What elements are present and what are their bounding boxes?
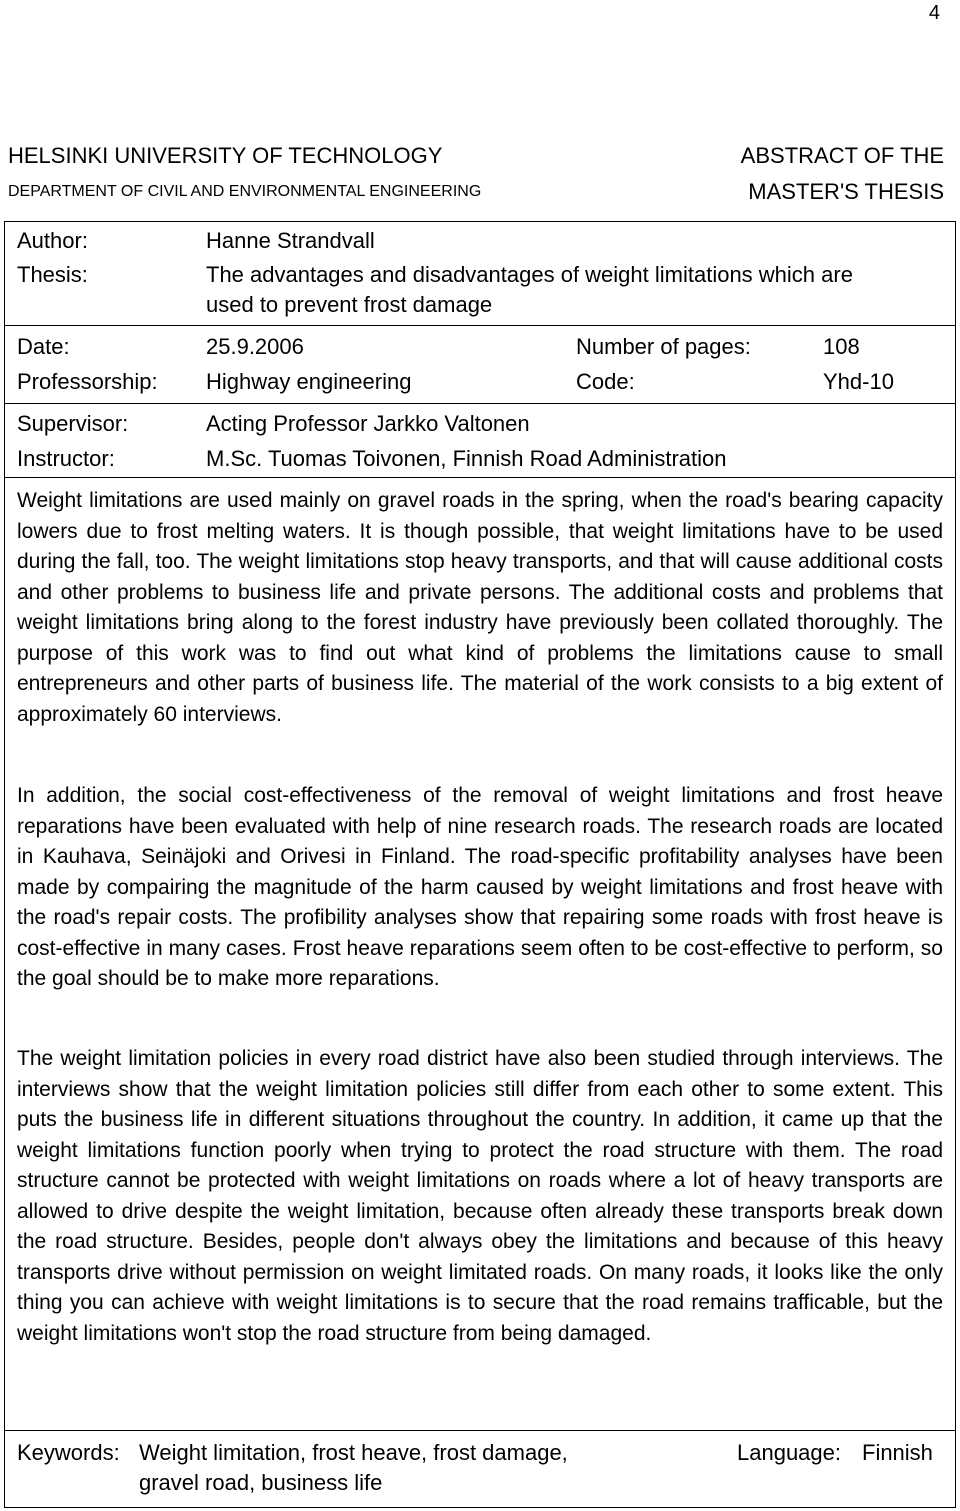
keywords-line2: gravel road, business life — [139, 1470, 383, 1495]
thesis-title-line1: The advantages and disadvantages of weight limitations which are — [206, 262, 853, 287]
thesis-label: Thesis: — [17, 262, 88, 287]
professorship-label: Professorship: — [17, 369, 158, 394]
language-label: Language: — [737, 1440, 841, 1465]
abstract-paragraph-3: The weight limitation policies in every road district have also been studied through interviews. The interviews show that the weight limitation policies still differ from each other to some extent. This puts the business life in different situations throughout the country. In addition, it came up that the weight limitations function poorly when trying to protect the road structure with them. The road structure cannot be protected with weight limitations on roads where a lot of heavy transports are allowed to drive despite the weight limitation, because often already these transports break down the road structure. Besides, people don't always obey the limitations and because of this heavy transports drive without permission on weight limitated roads. On many roads, it looks like the only thing you can achieve with weight limitations is to secure that the road remains trafficable, but the weight limitations won't stop the road structure from being damaged. — [17, 1047, 943, 1345]
date-label: Date: — [17, 334, 70, 359]
supervisor-value: Acting Professor Jarkko Valtonen — [206, 411, 530, 436]
keywords-row — [17, 1438, 943, 1495]
abstract-paragraph-2: In addition, the social cost-effectiveness of the removal of weight limitations and frost heave reparations have been evaluated with help of nine research roads. The research roads are located in Kauhava, Seinäjoki and Orivesi in Finland. The road-specific profitability analyses have been made by compairing the magnitude of the harm caused by weight limitations and frost heave with the road's repair costs. The profibility analyses show that repairing some roads with frost heave is cost-effective in many cases. Frost heave reparations seem often to be cost-effective to perform, so the goal should be to make more reparations. — [17, 784, 943, 990]
divider — [5, 1430, 955, 1431]
pages-value: 108 — [823, 334, 860, 359]
date-value: 25.9.2006 — [206, 334, 304, 359]
code-value: Yhd-10 — [823, 369, 894, 394]
doc-type-line2: MASTER'S THESIS — [748, 179, 944, 204]
abstract-frame — [4, 221, 956, 1508]
supervisor-label: Supervisor: — [17, 411, 129, 436]
code-label: Code: — [576, 369, 635, 394]
author-label: Author: — [17, 228, 88, 253]
page-number: 4 — [928, 2, 940, 24]
author-value: Hanne Strandvall — [206, 228, 375, 253]
keywords-line1: Weight limitation, frost heave, frost damage, — [139, 1440, 568, 1465]
professorship-value: Highway engineering — [206, 369, 412, 394]
divider — [5, 403, 955, 404]
divider — [5, 325, 955, 326]
thesis-title-line2: used to prevent frost damage — [206, 292, 493, 317]
abstract-paragraph-1: Weight limitations are used mainly on gravel roads in the spring, when the road's bearing capacity lowers due to frost melting waters. It is though possible, that weight limitations have to be used during the fall, too. The weight limitations stop heavy transports, and that will cause additional costs and other problems to business life and private persons. The additional costs and problems that weight limitations bring along to the forest industry have previously been collated thoroughly. The purpose of this work was to find out what kind of problems the limitations cause to small entrepreneurs and other parts of business life. The material of the work consists to a big extent of approximately 60 interviews. — [17, 489, 943, 726]
divider — [5, 477, 955, 478]
instructor-value: M.Sc. Tuomas Toivonen, Finnish Road Administration — [206, 446, 727, 471]
doc-type-line1: ABSTRACT OF THE — [740, 143, 944, 168]
pages-label: Number of pages: — [576, 334, 751, 359]
department-name: DEPARTMENT OF CIVIL AND ENVIRONMENTAL ENGINEERING — [8, 183, 482, 200]
document-header — [8, 143, 944, 213]
university-name: HELSINKI UNIVERSITY OF TECHNOLOGY — [8, 143, 443, 168]
instructor-label: Instructor: — [17, 446, 115, 471]
language-value: Finnish — [862, 1440, 933, 1465]
keywords-label: Keywords: — [17, 1440, 120, 1465]
